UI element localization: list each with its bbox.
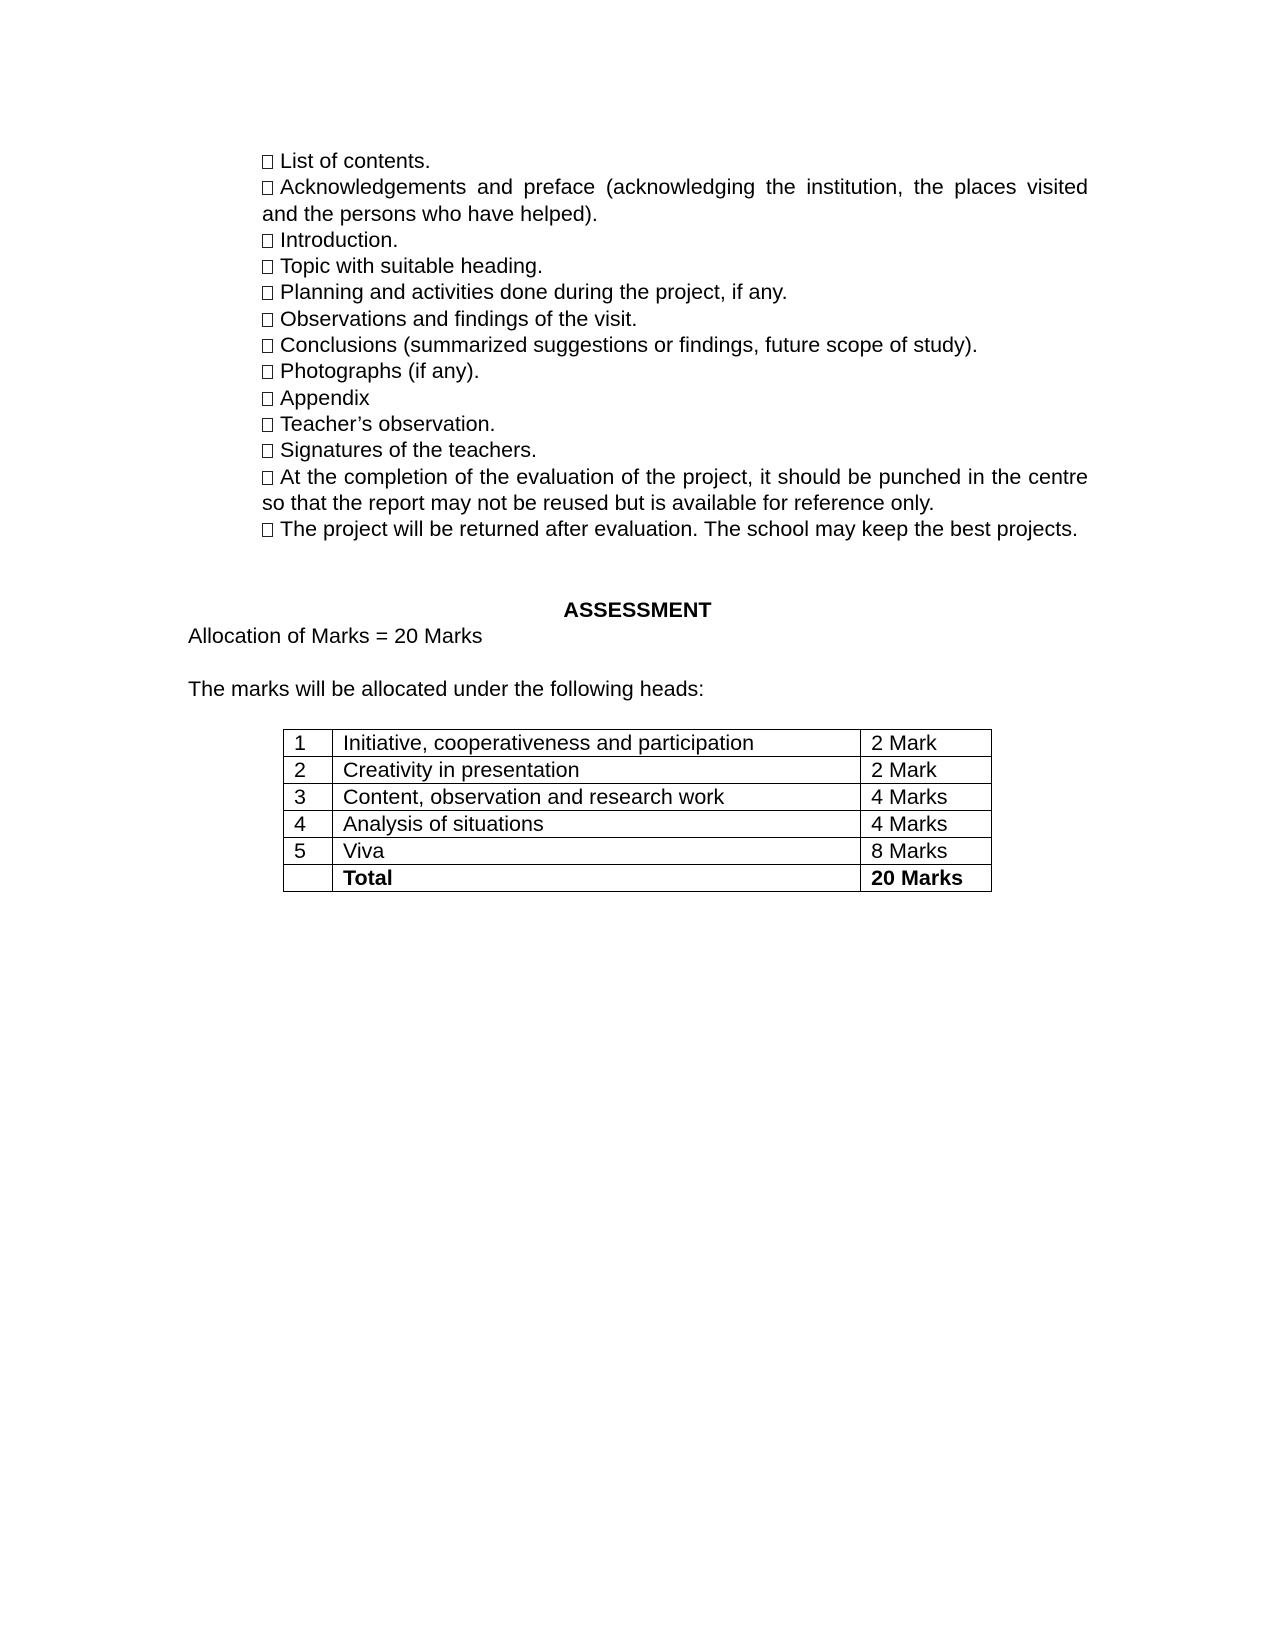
list-item bbox=[262, 332, 1088, 358]
list-item bbox=[262, 411, 1088, 437]
list-item bbox=[262, 437, 1088, 463]
marks-allocation-table bbox=[283, 729, 992, 892]
list-item bbox=[262, 516, 1088, 542]
list-item-text: Introduction. bbox=[280, 227, 399, 252]
table-row bbox=[284, 838, 992, 865]
total-label: Total bbox=[332, 865, 860, 892]
assessment-heading-text: ASSESSMENT bbox=[563, 598, 712, 622]
row-marks: 2 Mark bbox=[861, 730, 992, 757]
list-item-text: Conclusions (summarized suggestions or findings, future scope of study). bbox=[280, 333, 978, 358]
row-marks: 8 Marks bbox=[861, 838, 992, 865]
checkbox-bullet-icon bbox=[262, 523, 273, 537]
list-item bbox=[262, 148, 1088, 174]
checkbox-bullet-icon bbox=[262, 286, 273, 300]
list-item bbox=[262, 385, 1088, 411]
list-item-text: Observations and findings of the visit. bbox=[280, 306, 638, 331]
list-item-text: Topic with suitable heading. bbox=[280, 254, 543, 279]
list-item bbox=[262, 174, 1088, 227]
list-item bbox=[262, 253, 1088, 279]
list-item-text: The project will be returned after evaluation. The school may keep the best projects. bbox=[280, 517, 1078, 542]
row-number: 1 bbox=[284, 730, 333, 757]
list-item-text: List of contents. bbox=[280, 149, 431, 173]
checkbox-bullet-icon bbox=[262, 365, 273, 379]
row-marks: 4 Marks bbox=[861, 784, 992, 811]
row-marks: 4 Marks bbox=[861, 811, 992, 838]
checkbox-bullet-icon bbox=[262, 155, 273, 169]
list-item-text: Teacher’s observation. bbox=[280, 411, 496, 436]
table-row-total bbox=[284, 865, 992, 892]
row-head: Content, observation and research work bbox=[332, 784, 860, 811]
list-item-text: Signatures of the teachers. bbox=[280, 438, 537, 463]
table-row bbox=[284, 757, 992, 784]
table-row bbox=[284, 730, 992, 757]
list-item bbox=[262, 306, 1088, 332]
checkbox-bullet-icon bbox=[262, 471, 273, 485]
list-item bbox=[262, 279, 1088, 305]
table-row bbox=[284, 784, 992, 811]
list-item bbox=[262, 227, 1088, 253]
checkbox-bullet-icon bbox=[262, 339, 273, 353]
row-head: Creativity in presentation bbox=[332, 757, 860, 784]
list-item-text: Acknowledgements and preface (acknowledging the institution, the places visited and the persons who have helped). bbox=[262, 175, 1088, 226]
marks-allocation-text: Allocation of Marks = 20 Marks bbox=[188, 624, 483, 648]
row-marks: 2 Mark bbox=[861, 757, 992, 784]
row-number: 4 bbox=[284, 811, 333, 838]
list-item-text: At the completion of the evaluation of the project, it should be punched in the centre so that the report may not be reused but is available for reference only. bbox=[262, 464, 1088, 515]
marks-heads-intro: The marks will be allocated under the following heads: bbox=[188, 677, 705, 701]
row-number: 5 bbox=[284, 838, 333, 865]
checkbox-bullet-icon bbox=[262, 260, 273, 274]
row-head: Analysis of situations bbox=[332, 811, 860, 838]
list-item bbox=[262, 358, 1088, 384]
row-head: Viva bbox=[332, 838, 860, 865]
table-row bbox=[284, 811, 992, 838]
checkbox-bullet-icon bbox=[262, 313, 273, 327]
row-number: 2 bbox=[284, 757, 333, 784]
list-item-text: Appendix bbox=[280, 385, 370, 410]
assessment-heading bbox=[0, 597, 1275, 623]
list-item bbox=[262, 464, 1088, 517]
checkbox-bullet-icon bbox=[262, 392, 273, 406]
row-number: 3 bbox=[284, 784, 333, 811]
checkbox-bullet-icon bbox=[262, 181, 273, 195]
checkbox-bullet-icon bbox=[262, 418, 273, 432]
list-item-text: Photographs (if any). bbox=[280, 359, 480, 384]
checkbox-bullet-icon bbox=[262, 444, 273, 458]
total-row-number bbox=[284, 865, 333, 892]
total-marks: 20 Marks bbox=[861, 865, 992, 892]
project-report-contents-list bbox=[262, 148, 1088, 542]
checkbox-bullet-icon bbox=[262, 234, 273, 248]
row-head: Initiative, cooperativeness and participation bbox=[332, 730, 860, 757]
list-item-text: Planning and activities done during the project, if any. bbox=[280, 280, 788, 305]
